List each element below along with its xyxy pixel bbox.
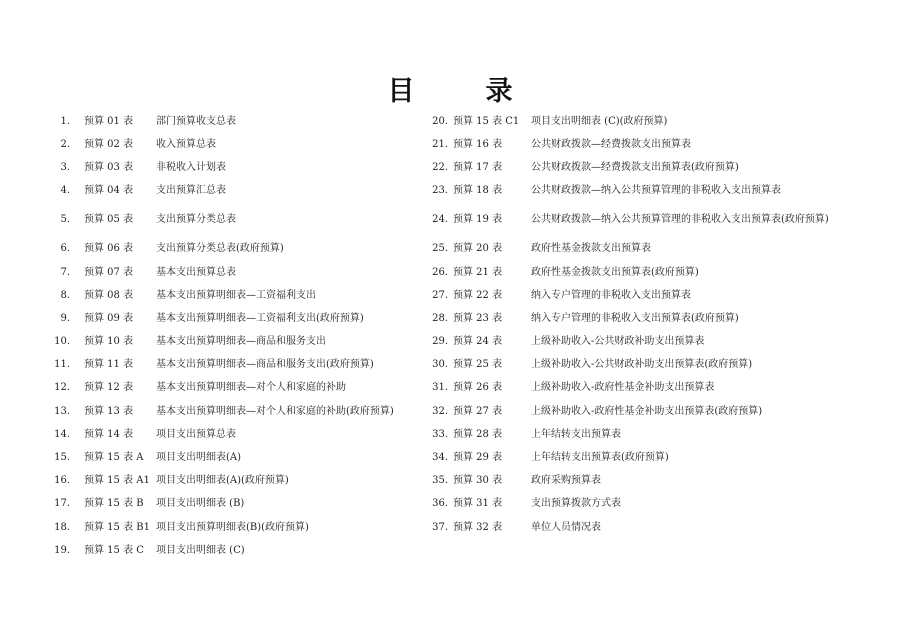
toc-entry-name: 支出预算分类总表(政府预算) <box>156 243 284 255</box>
toc-entry[interactable] <box>46 307 420 330</box>
toc-entry[interactable] <box>418 238 848 261</box>
toc-entry[interactable] <box>418 180 848 203</box>
toc-entry-number: 16. <box>54 475 70 487</box>
toc-entry-code: 预算 15 表 C <box>84 544 144 556</box>
toc-entry-code: 预算 15 表 B <box>84 498 144 510</box>
toc-entry-number: 11. <box>54 359 70 371</box>
toc-entry-code: 预算 20 表 <box>453 243 503 255</box>
toc-entry-name: 部门预算收支总表 <box>156 115 236 127</box>
toc-entry-number: 27. <box>432 289 448 301</box>
toc-entry-code: 预算 06 表 <box>84 243 134 255</box>
toc-entry[interactable] <box>418 331 848 354</box>
toc-entry-code: 预算 12 表 <box>84 382 134 394</box>
toc-entry-name: 支出预算分类总表 <box>156 214 236 226</box>
toc-entry[interactable] <box>46 203 420 238</box>
toc-entry-code: 预算 10 表 <box>84 336 134 348</box>
toc-entry[interactable] <box>418 307 848 330</box>
toc-entry-code: 预算 15 表 B1 <box>84 521 150 533</box>
toc-entry[interactable] <box>46 354 420 377</box>
toc-entry-code: 预算 11 表 <box>84 359 134 371</box>
toc-entry-code: 预算 09 表 <box>84 312 134 324</box>
toc-entry[interactable] <box>46 470 420 493</box>
toc-entry-code: 预算 21 表 <box>453 266 503 278</box>
toc-entry-name: 公共财政拨款—纳入公共预算管理的非税收入支出预算表 <box>531 185 781 197</box>
toc-entry-number: 37. <box>432 521 448 533</box>
toc-entry[interactable] <box>46 400 420 423</box>
toc-entry[interactable] <box>46 133 420 156</box>
toc-entry-name: 单位人员情况表 <box>531 521 601 533</box>
toc-entry-number: 5. <box>60 214 70 226</box>
toc-entry-code: 预算 23 表 <box>453 312 503 324</box>
toc-entry[interactable] <box>418 516 848 539</box>
toc-entry-name: 纳入专户管理的非税收入支出预算表(政府预算) <box>531 312 739 324</box>
toc-entry-code: 预算 28 表 <box>453 428 503 440</box>
toc-entry-number: 25. <box>432 243 448 255</box>
toc-entry-number: 12. <box>54 382 70 394</box>
toc-entry[interactable] <box>418 203 848 238</box>
toc-entry-name: 上级补助收入-政府性基金补助支出预算表(政府预算) <box>531 405 763 417</box>
toc-entry-number: 7. <box>60 266 70 278</box>
toc-entry-number: 13. <box>54 405 70 417</box>
toc-entry[interactable] <box>418 261 848 284</box>
toc-entry-number: 28. <box>432 312 448 324</box>
toc-entry-number: 20. <box>432 115 448 127</box>
toc-entry[interactable] <box>46 377 420 400</box>
toc-entry-code: 预算 13 表 <box>84 405 134 417</box>
toc-entry-number: 34. <box>432 452 448 464</box>
toc-entry-name: 基本支出预算明细表—商品和服务支出(政府预算) <box>156 359 374 371</box>
toc-entry-code: 预算 15 表 A <box>84 452 144 464</box>
toc-entry-code: 预算 17 表 <box>453 161 503 173</box>
toc-entry[interactable] <box>418 354 848 377</box>
toc-entry-code: 预算 07 表 <box>84 266 134 278</box>
toc-entry-name: 基本支出预算明细表—商品和服务支出 <box>156 336 326 348</box>
toc-entry-code: 预算 29 表 <box>453 452 503 464</box>
toc-entry[interactable] <box>418 110 848 133</box>
toc-entry[interactable] <box>418 493 848 516</box>
toc-entry-number: 35. <box>432 475 448 487</box>
toc-entry-code: 预算 31 表 <box>453 498 503 510</box>
toc-entry-name: 纳入专户管理的非税收入支出预算表 <box>531 289 691 301</box>
toc-entry-code: 预算 30 表 <box>453 475 503 487</box>
toc-entry-number: 21. <box>432 138 448 150</box>
toc-entry-number: 8. <box>60 289 70 301</box>
toc-entry[interactable] <box>418 133 848 156</box>
toc-entry-number: 22. <box>432 161 448 173</box>
toc-entry-number: 30. <box>432 359 448 371</box>
toc-entry-code: 预算 01 表 <box>84 115 134 127</box>
toc-entry-name: 公共财政拨款—纳入公共预算管理的非税收入支出预算表(政府预算) <box>531 214 829 226</box>
toc-entry-name: 公共财政拨款—经费拨款支出预算表(政府预算) <box>531 161 739 173</box>
toc-entry-number: 17. <box>54 498 70 510</box>
toc-entry[interactable] <box>418 423 848 446</box>
toc-entry-code: 预算 27 表 <box>453 405 503 417</box>
toc-entry-name: 项目支出明细表(A) <box>156 452 242 464</box>
toc-entry-number: 4. <box>60 185 70 197</box>
toc-entry-name: 上级补助收入-公共财政补助支出预算表(政府预算) <box>531 359 753 371</box>
toc-entry-name: 基本支出预算明细表—工资福利支出(政府预算) <box>156 312 364 324</box>
toc-entry-name: 政府性基金拨款支出预算表 <box>531 243 651 255</box>
toc-entry-number: 14. <box>54 428 70 440</box>
toc-entry-code: 预算 24 表 <box>453 336 503 348</box>
toc-entry-name: 上级补助收入-政府性基金补助支出预算表 <box>531 382 715 394</box>
toc-entry[interactable] <box>418 284 848 307</box>
toc-entry-code: 预算 02 表 <box>84 138 134 150</box>
toc-entry-number: 2. <box>60 138 70 150</box>
toc-entry-code: 预算 03 表 <box>84 161 134 173</box>
toc-entry-name: 基本支出预算明细表—对个人和家庭的补助(政府预算) <box>156 405 394 417</box>
toc-entry[interactable] <box>46 180 420 203</box>
toc-entry-number: 24. <box>432 214 448 226</box>
toc-entry-code: 预算 32 表 <box>453 521 503 533</box>
toc-entry-name: 支出预算拨款方式表 <box>531 498 621 510</box>
toc-entry-code: 预算 04 表 <box>84 185 134 197</box>
toc-left-column <box>46 110 420 562</box>
toc-entry-number: 32. <box>432 405 448 417</box>
toc-entry-number: 19. <box>54 544 70 556</box>
toc-entry-name: 上级补助收入-公共财政补助支出预算表 <box>531 336 705 348</box>
toc-entry-name: 项目支出预算明细表(B)(政府预算) <box>156 521 309 533</box>
toc-entry-code: 预算 19 表 <box>453 214 503 226</box>
toc-entry[interactable] <box>418 156 848 179</box>
toc-entry-number: 29. <box>432 336 448 348</box>
toc-entry-name: 基本支出预算总表 <box>156 266 236 278</box>
toc-entry-number: 18. <box>54 521 70 533</box>
toc-entry-name: 项目支出明细表 (C)(政府预算) <box>531 115 668 127</box>
toc-entry-code: 预算 25 表 <box>453 359 503 371</box>
toc-entry[interactable] <box>418 377 848 400</box>
toc-entry[interactable] <box>46 238 420 261</box>
toc-entry-code: 预算 26 表 <box>453 382 503 394</box>
toc-entry-code: 预算 14 表 <box>84 428 134 440</box>
toc-entry-name: 项目支出明细表 (B) <box>156 498 245 510</box>
toc-entry-name: 非税收入计划表 <box>156 161 226 173</box>
toc-entry-code: 预算 15 表 C1 <box>453 115 520 127</box>
toc-entry-name: 政府采购预算表 <box>531 475 601 487</box>
toc-entry-name: 基本支出预算明细表—对个人和家庭的补助 <box>156 382 346 394</box>
toc-entry-number: 36. <box>432 498 448 510</box>
toc-entry-number: 31. <box>432 382 448 394</box>
toc-entry[interactable] <box>46 261 420 284</box>
toc-entry-number: 9. <box>60 312 70 324</box>
toc-entry[interactable] <box>46 423 420 446</box>
toc-entry-name: 项目支出明细表(A)(政府预算) <box>156 475 289 487</box>
toc-entry[interactable] <box>418 400 848 423</box>
toc-entry-code: 预算 08 表 <box>84 289 134 301</box>
toc-entry[interactable] <box>418 470 848 493</box>
toc-entry[interactable] <box>46 156 420 179</box>
toc-entry-name: 支出预算汇总表 <box>156 185 226 197</box>
toc-entry-name: 公共财政拨款—经费拨款支出预算表 <box>531 138 691 150</box>
toc-entry-name: 上年结转支出预算表 <box>531 428 621 440</box>
toc-entry-name: 项目支出明细表 (C) <box>156 544 245 556</box>
toc-entry[interactable] <box>418 446 848 469</box>
toc-entry-name: 上年结转支出预算表(政府预算) <box>531 452 669 464</box>
toc-entry[interactable] <box>46 446 420 469</box>
toc-entry-number: 26. <box>432 266 448 278</box>
toc-entry-code: 预算 15 表 A1 <box>84 475 150 487</box>
toc-right-column <box>418 110 848 539</box>
toc-entry-code: 预算 22 表 <box>453 289 503 301</box>
toc-entry[interactable] <box>46 493 420 516</box>
toc-entry-name: 基本支出预算明细表—工资福利支出 <box>156 289 316 301</box>
toc-entry-number: 15. <box>54 452 70 464</box>
toc-entry[interactable] <box>46 331 420 354</box>
toc-entry-code: 预算 16 表 <box>453 138 503 150</box>
toc-entry-name: 收入预算总表 <box>156 138 216 150</box>
toc-entry-number: 1. <box>60 115 70 127</box>
toc-entry-number: 23. <box>432 185 448 197</box>
toc-entry-code: 预算 05 表 <box>84 214 134 226</box>
toc-entry-number: 6. <box>60 243 70 255</box>
toc-entry[interactable] <box>46 284 420 307</box>
toc-entry[interactable] <box>46 110 420 133</box>
toc-entry[interactable] <box>46 516 420 539</box>
toc-entry-number: 3. <box>60 161 70 173</box>
toc-entry[interactable] <box>46 539 420 562</box>
page-title: 目 录 <box>387 76 535 107</box>
toc-entry-number: 10. <box>54 336 70 348</box>
toc-entry-number: 33. <box>432 428 448 440</box>
toc-entry-name: 项目支出预算总表 <box>156 428 236 440</box>
toc-entry-name: 政府性基金拨款支出预算表(政府预算) <box>531 266 699 278</box>
toc-entry-code: 预算 18 表 <box>453 185 503 197</box>
